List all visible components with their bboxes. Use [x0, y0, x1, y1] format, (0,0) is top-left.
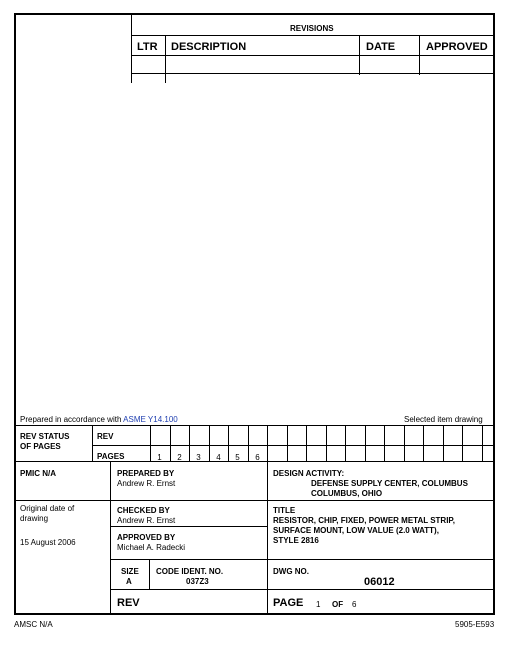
- left-column-divider: [110, 461, 111, 614]
- rev-grid-divider: [345, 425, 346, 461]
- checked-approved-rule: [110, 526, 267, 527]
- revisions-col-date: DATE: [366, 41, 396, 53]
- revisions-col-description: DESCRIPTION: [171, 41, 247, 53]
- size-value: A: [126, 577, 132, 586]
- rev-grid-page-number: 3: [196, 453, 201, 462]
- row-rule-2: [110, 559, 494, 560]
- asme-link[interactable]: ASME Y14.100: [123, 415, 178, 424]
- rev-grid-page-number: 5: [235, 453, 240, 462]
- rev-grid-divider: [287, 425, 288, 461]
- rev-status-label-1: REV STATUS: [20, 432, 70, 441]
- revisions-header-rule: [131, 55, 493, 56]
- title-label: TITLE: [273, 506, 296, 515]
- rev-grid-divider: [365, 425, 366, 461]
- rev-grid-divider: [384, 425, 385, 461]
- code-ident-label: CODE IDENT. NO.: [156, 567, 224, 576]
- rev-grid-page-number: 2: [177, 453, 182, 462]
- page-total: 6: [352, 600, 357, 609]
- right-column-divider: [267, 461, 268, 614]
- row-rule-3: [110, 589, 494, 590]
- revisions-col-ltr: LTR: [137, 41, 158, 53]
- rev-status-pages-label: PAGES: [97, 452, 125, 461]
- rev-grid-page-number: 6: [255, 453, 260, 462]
- rev-status-mid-rule: [92, 445, 494, 446]
- page-current: 1: [316, 600, 321, 609]
- size-label: SIZE: [121, 567, 139, 576]
- rev-grid-page-number: 4: [216, 453, 221, 462]
- original-date-value: 15 August 2006: [20, 538, 76, 547]
- footer-right: 5905-E593: [455, 620, 495, 629]
- checked-by-name: Andrew R. Ernst: [117, 516, 176, 525]
- revisions-title: REVISIONS: [290, 24, 334, 33]
- page-label: PAGE: [273, 597, 304, 609]
- revisions-row-rule: [131, 73, 493, 74]
- rev-grid-divider: [306, 425, 307, 461]
- rev-grid-page-number: 1: [157, 453, 162, 462]
- revisions-title-rule: [131, 35, 493, 36]
- revisions-col-divider-2: [359, 35, 360, 75]
- rev-status-rev-label: REV: [97, 432, 114, 441]
- prepared-note: [20, 416, 178, 424]
- approved-by-label: APPROVED BY: [117, 533, 176, 542]
- rev-grid-divider: [404, 425, 405, 461]
- rev-grid-divider: [326, 425, 327, 461]
- title-line1: RESISTOR, CHIP, FIXED, POWER METAL STRIP,: [273, 516, 455, 525]
- selected-item-note: Selected item drawing: [404, 415, 483, 424]
- title-line3: STYLE 2816: [273, 536, 319, 545]
- design-activity-label: DESIGN ACTIVITY:: [273, 469, 345, 478]
- rev-grid-divider: [423, 425, 424, 461]
- checked-by-label: CHECKED BY: [117, 506, 170, 515]
- rev-status-label-2: OF PAGES: [20, 442, 61, 451]
- rev-grid-divider: [443, 425, 444, 461]
- footer-left: AMSC N/A: [14, 620, 53, 629]
- row-rule-1: [15, 500, 494, 501]
- pmic-label: PMIC N/A: [20, 469, 56, 478]
- original-date-label-1: Original date of: [20, 504, 75, 513]
- rev-grid-divider: [267, 425, 268, 461]
- dwg-no-label: DWG NO.: [273, 567, 309, 576]
- size-code-divider: [149, 559, 150, 589]
- title-line2: SURFACE MOUNT, LOW VALUE (2.0 WATT),: [273, 526, 439, 535]
- revisions-col-divider-3: [419, 35, 420, 75]
- rev-grid-divider: [462, 425, 463, 461]
- dwg-no-value: 06012: [364, 576, 395, 588]
- approved-by-name: Michael A. Radecki: [117, 543, 186, 552]
- revisions-col-approved: APPROVED: [426, 41, 488, 53]
- rev-grid-divider: [482, 425, 483, 461]
- original-date-label-2: drawing: [20, 514, 49, 523]
- prepared-note-prefix: Prepared in accordance with: [20, 415, 124, 424]
- prepared-by-label: PREPARED BY: [117, 469, 175, 478]
- revisions-col-divider-1: [165, 35, 166, 83]
- rev-bottom-label: REV: [117, 597, 140, 609]
- code-ident-value: 037Z3: [186, 577, 209, 586]
- rev-status-divider: [92, 425, 93, 461]
- design-activity-line1: DEFENSE SUPPLY CENTER, COLUMBUS: [311, 479, 468, 488]
- prepared-by-name: Andrew R. Ernst: [117, 479, 176, 488]
- page-of: OF: [332, 600, 344, 609]
- design-activity-line2: COLUMBUS, OHIO: [311, 489, 383, 498]
